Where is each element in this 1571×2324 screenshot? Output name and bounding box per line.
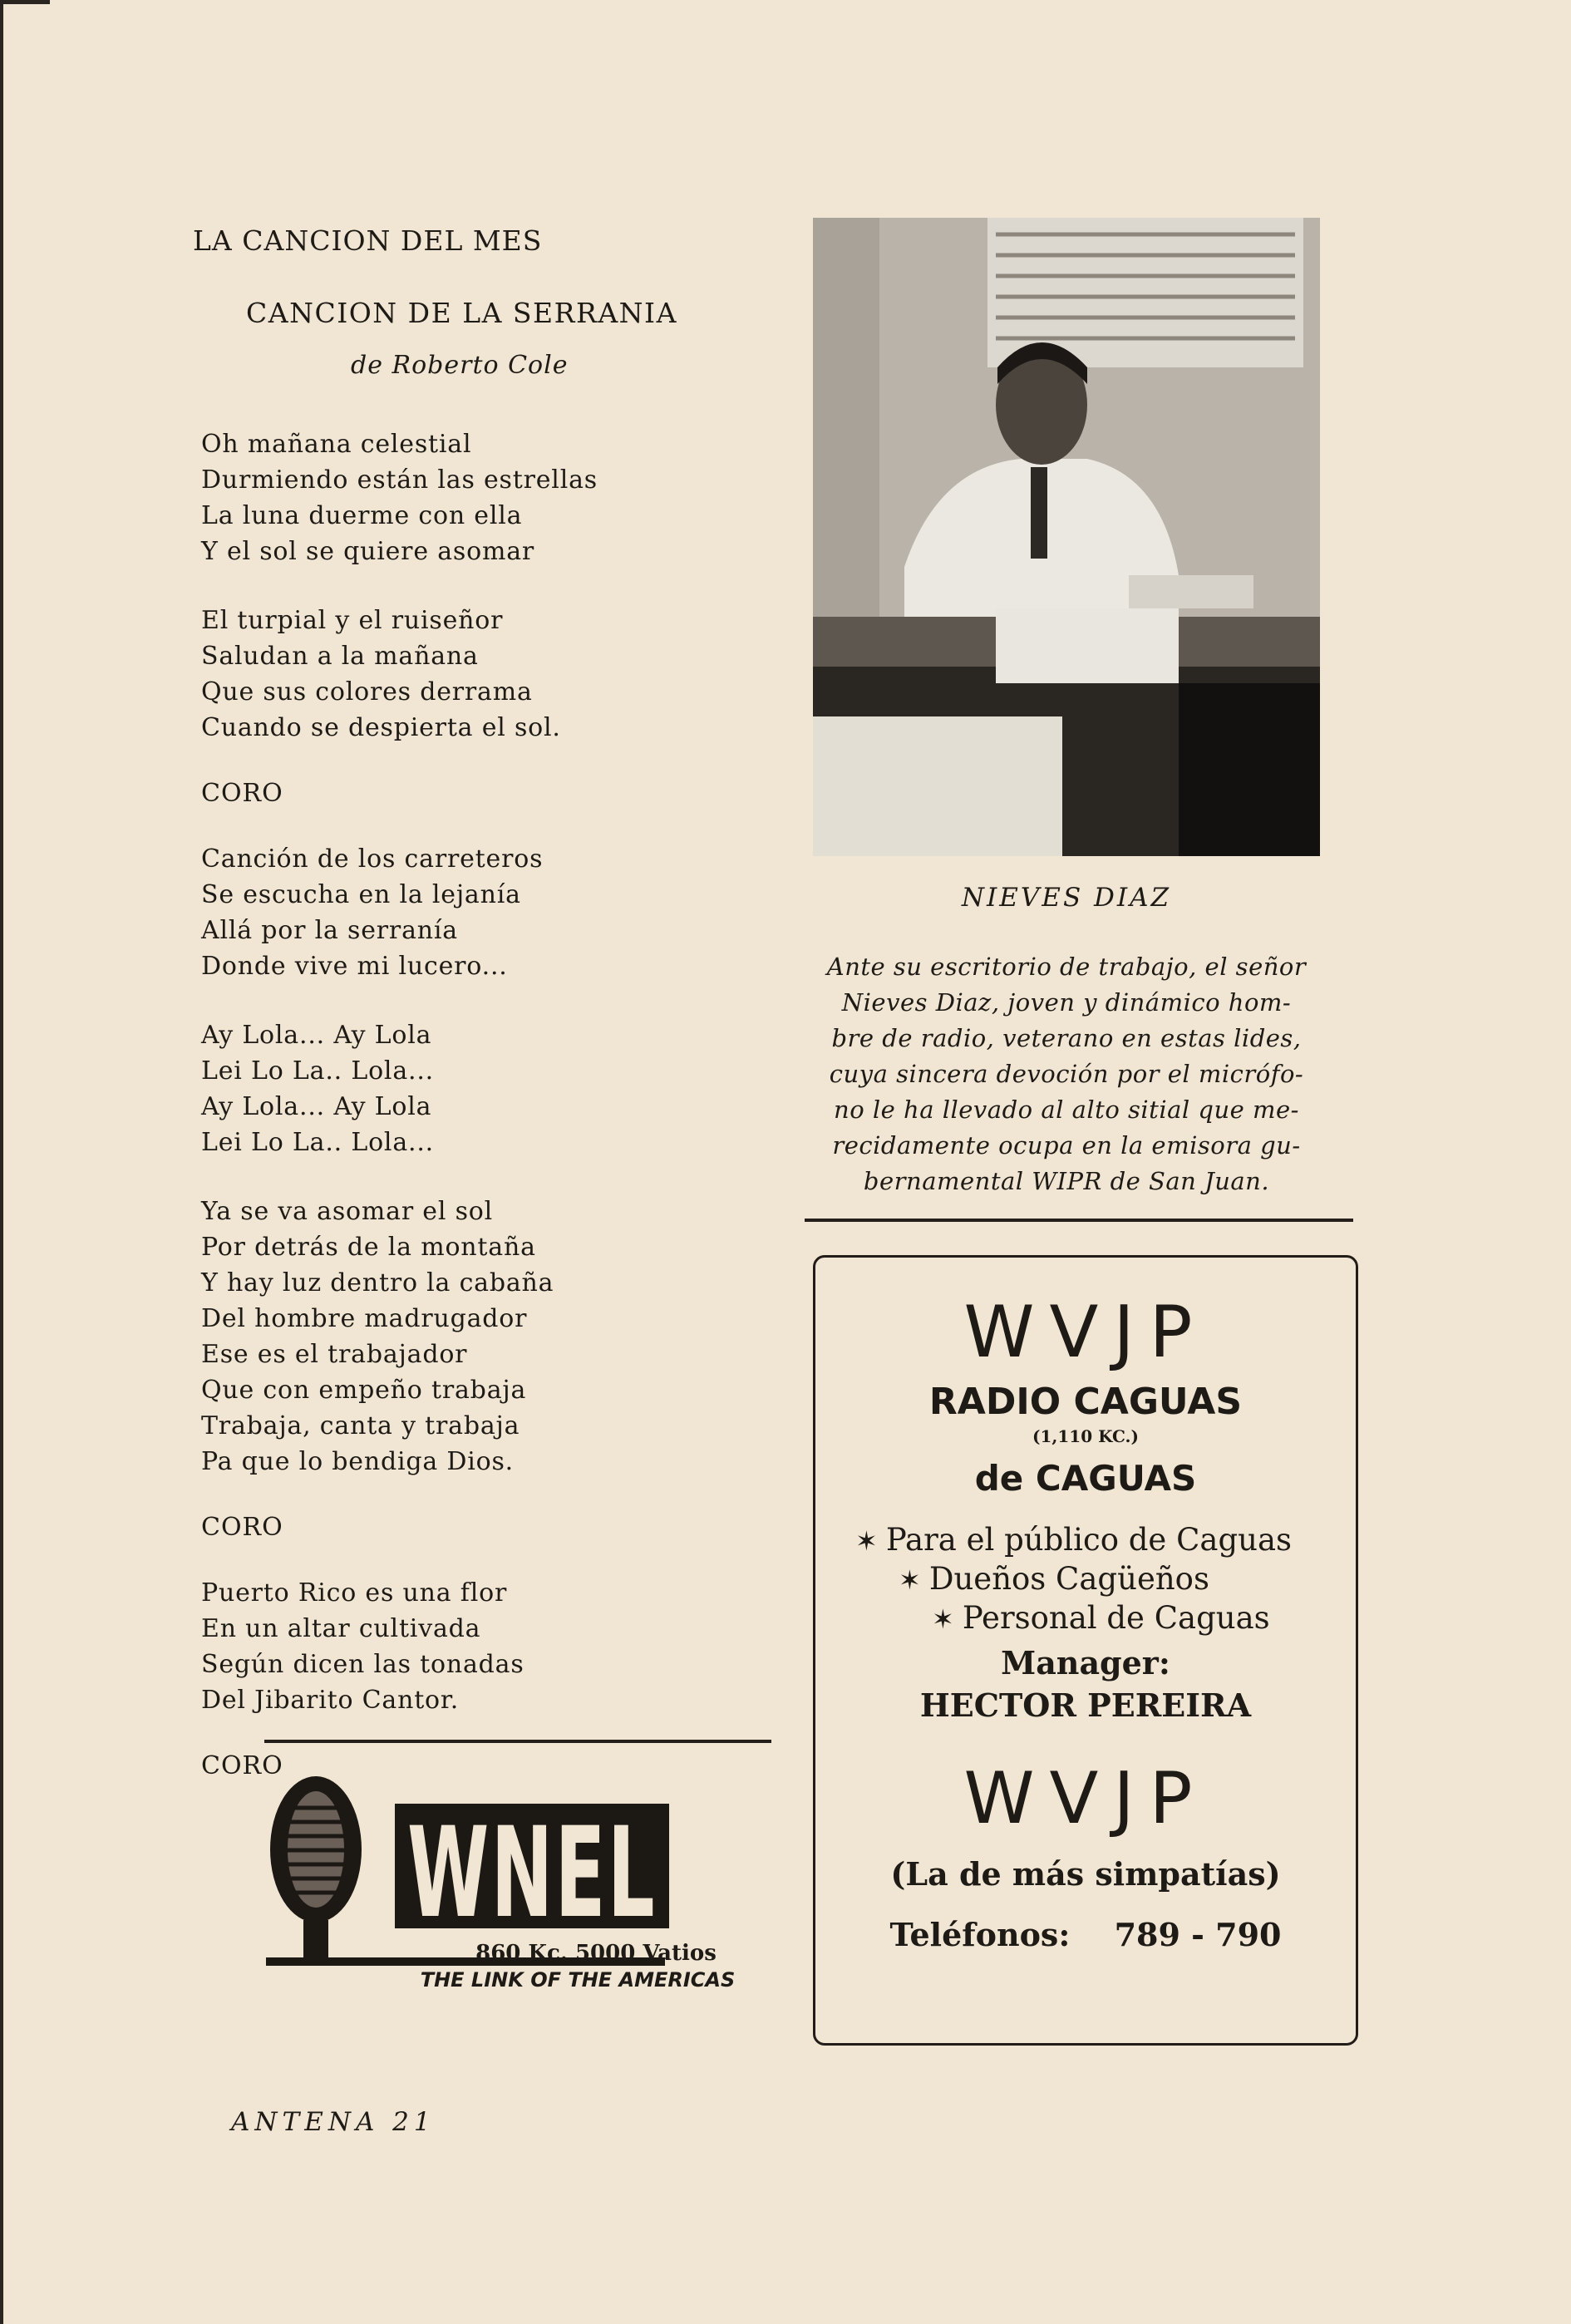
lyric-line: Lei Lo La.. Lola... bbox=[201, 1128, 435, 1157]
song-byline: de Roberto Cole bbox=[351, 351, 569, 380]
wvjp-bullet bbox=[815, 1600, 1356, 1636]
stanza-6 bbox=[201, 1575, 775, 1718]
lyric-line: Canción de los carreteros bbox=[201, 844, 544, 874]
lyric-line: Que con empeño trabaja bbox=[201, 1376, 527, 1405]
page-edge-top bbox=[0, 0, 50, 4]
wvjp-station-name: RADIO CAGUAS bbox=[928, 1381, 1243, 1423]
photo-name: NIEVES DIAZ bbox=[961, 883, 1172, 913]
wnel-slogan: THE LINK OF THE AMERICAS bbox=[420, 1968, 736, 1992]
lyric-line: Según dicen las tonadas bbox=[201, 1650, 524, 1679]
lyric-line: Del Jibarito Cantor. bbox=[201, 1686, 460, 1715]
bullet-text: Personal de Caguas bbox=[962, 1600, 1270, 1636]
lyric-line: En un altar cultivada bbox=[201, 1614, 481, 1643]
lyric-line: Ese es el trabajador bbox=[201, 1340, 468, 1369]
caption-line: recidamente ocupa en la emisora gu- bbox=[832, 1131, 1301, 1160]
caption-line: Nieves Diaz, joven y dinámico hom- bbox=[841, 988, 1292, 1017]
phones-numbers: 789 - 790 bbox=[1114, 1916, 1282, 1953]
lyric-line: Ya se va asomar el sol bbox=[201, 1197, 494, 1226]
photo-image bbox=[813, 218, 1320, 856]
caption-line: bre de radio, veterano en estas lides, bbox=[831, 1024, 1302, 1052]
lyric-line: Donde vive mi lucero... bbox=[201, 952, 508, 981]
wvjp-frequency: (1,110 KC.) bbox=[1032, 1426, 1139, 1446]
lyric-line: Ay Lola... Ay Lola bbox=[201, 1092, 432, 1121]
wvjp-motto: (La de más simpatías) bbox=[890, 1855, 1281, 1893]
stanza-5 bbox=[201, 1194, 775, 1480]
stanza-1 bbox=[201, 426, 775, 569]
caption-line: bernamental WIPR de San Juan. bbox=[863, 1167, 1270, 1195]
section-kicker: LA CANCION DEL MES bbox=[193, 224, 543, 257]
lyric-line: La luna duerme con ella bbox=[201, 501, 523, 530]
bullet-text: Dueños Cagüeños bbox=[928, 1561, 1209, 1597]
wnel-call-letters: WNEL bbox=[407, 1801, 657, 1946]
wnel-advertisement bbox=[258, 1770, 756, 1992]
song-title: CANCION DE LA SERRANIA bbox=[246, 297, 677, 329]
lyric-line: Ay Lola... Ay Lola bbox=[201, 1021, 432, 1050]
stanza-4 bbox=[201, 1017, 775, 1160]
chorus-label: CORO bbox=[201, 779, 283, 808]
star-icon: ✶ bbox=[899, 1564, 921, 1596]
wnel-frequency: 860 Kc. 5000 Vatios bbox=[475, 1941, 717, 1966]
wvjp-call-letters-2: WVJP bbox=[963, 1757, 1208, 1840]
lyric-line: Lei Lo La.. Lola... bbox=[201, 1056, 435, 1086]
caption-line: cuya sincera devoción por el micrófo- bbox=[829, 1060, 1304, 1088]
wvjp-manager-label: Manager: bbox=[1001, 1644, 1170, 1681]
bullet-text: Para el público de Caguas bbox=[885, 1522, 1293, 1558]
wvjp-call-letters: WVJP bbox=[963, 1291, 1208, 1374]
lyric-line: Oh mañana celestial bbox=[201, 430, 472, 459]
lyric-line: El turpial y el ruiseñor bbox=[201, 606, 504, 635]
lyric-line: Por detrás de la montaña bbox=[201, 1233, 536, 1262]
star-icon: ✶ bbox=[855, 1525, 878, 1557]
star-icon: ✶ bbox=[932, 1603, 954, 1635]
chorus-label: CORO bbox=[201, 1751, 283, 1780]
lyric-line: Se escucha en la lejanía bbox=[201, 880, 521, 909]
lyric-line: Allá por la serranía bbox=[201, 916, 458, 945]
caption-line: no le ha llevado al alto sitial que me- bbox=[834, 1096, 1299, 1124]
stanza-3 bbox=[201, 841, 775, 984]
lyric-line: Durmiendo están las estrellas bbox=[201, 465, 598, 495]
chorus-label: CORO bbox=[201, 1513, 283, 1542]
wvjp-bullet bbox=[815, 1561, 1356, 1597]
photo-caption bbox=[796, 949, 1337, 1199]
lyric-line: Pa que lo bendiga Dios. bbox=[201, 1447, 515, 1476]
caption-line: Ante su escritorio de trabajo, el señor bbox=[826, 953, 1307, 981]
phones-label: Teléfonos: bbox=[889, 1916, 1071, 1953]
lyric-line: Trabaja, canta y trabaja bbox=[201, 1411, 520, 1440]
lyric-line: Cuando se despierta el sol. bbox=[201, 713, 561, 742]
lyric-line: Que sus colores derrama bbox=[201, 677, 533, 707]
lyric-line: Del hombre madrugador bbox=[201, 1304, 528, 1333]
stanza-2 bbox=[201, 603, 775, 746]
wvjp-city: de CAGUAS bbox=[974, 1458, 1197, 1499]
portrait-photo bbox=[813, 218, 1320, 856]
lyric-line: Saludan a la mañana bbox=[201, 642, 479, 671]
lyric-line: Y hay luz dentro la cabaña bbox=[201, 1268, 554, 1297]
page-edge bbox=[0, 0, 3, 2324]
lyric-line: Puerto Rico es una flor bbox=[201, 1578, 508, 1608]
right-divider bbox=[805, 1219, 1353, 1222]
wvjp-advertisement bbox=[813, 1255, 1358, 2046]
wvjp-phones bbox=[815, 1916, 1356, 1953]
wvjp-bullet bbox=[815, 1522, 1356, 1558]
song-column bbox=[193, 224, 775, 1814]
lyric-line: Y el sol se quiere asomar bbox=[201, 537, 535, 566]
page-footer: ANTENA 21 bbox=[231, 2107, 436, 2137]
left-divider bbox=[264, 1740, 771, 1743]
wvjp-manager-name: HECTOR PEREIRA bbox=[919, 1686, 1252, 1724]
